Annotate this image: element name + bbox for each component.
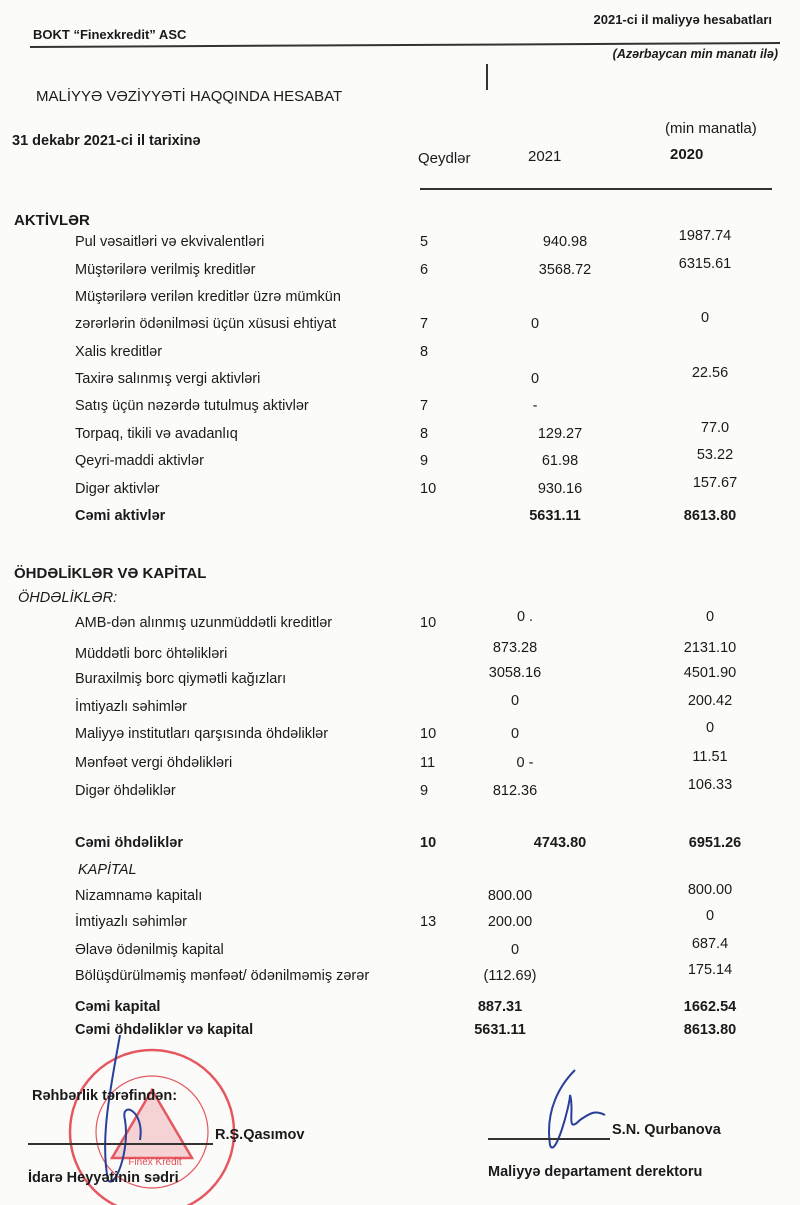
- chairman-signature: [90, 1030, 170, 1190]
- page-title: MALİYYƏ VƏZİYYƏTİ HAQQINDA HESABAT: [36, 88, 343, 105]
- value-2021: 200.00: [487, 914, 533, 930]
- row-note: 10: [420, 481, 437, 497]
- row-note: 10: [420, 835, 437, 851]
- value-2020: 687.4: [691, 936, 729, 952]
- report-set-title: 2021-ci il maliyyə hesabatları: [593, 12, 772, 27]
- value-2021: 61.98: [541, 453, 579, 469]
- row-label: AMB-dən alınmış uzunmüddətli kreditlər: [75, 615, 333, 631]
- value-2021: 940.98: [542, 234, 588, 250]
- row-label: Bölüşdürülməmiş mənfəət/ ödənilməmiş zərər: [75, 968, 370, 984]
- value-2021: 5631.11: [529, 508, 581, 524]
- value-2020: 0: [705, 720, 715, 736]
- value-2021: 3058.16: [488, 665, 542, 681]
- row-label: Cəmi aktivlər: [75, 508, 166, 524]
- row-label: zərərlərin ödənilməsi üçün xüsusi ehtiyat: [75, 316, 337, 332]
- value-2021: 800.00: [487, 888, 533, 904]
- row-label: Digər aktivlər: [75, 481, 160, 497]
- row-label: Taxirə salınmış vergi aktivləri: [75, 371, 261, 387]
- row-label: Əlavə ödənilmiş kapital: [75, 942, 224, 958]
- row-note: 6: [420, 262, 429, 278]
- finance-director-title: Maliyyə departament derektoru: [488, 1164, 703, 1180]
- row-label: İmtiyazlı səhimlər: [75, 914, 187, 930]
- value-2021: 873.28: [492, 640, 538, 656]
- value-2020: 8613.80: [683, 1022, 737, 1038]
- row-label: Xalis kreditlər: [75, 344, 163, 360]
- value-2020: 8613.80: [683, 508, 737, 524]
- row-note: 8: [420, 344, 429, 360]
- value-2021: 4743.80: [533, 835, 587, 851]
- value-2020: 1662.54: [683, 999, 737, 1015]
- row-label: Mənfəət vergi öhdəlikləri: [75, 755, 233, 771]
- value-2020: 800.00: [687, 882, 733, 898]
- row-label: Qeyri-maddi aktivlər: [75, 453, 204, 469]
- row-label: Satış üçün nəzərdə tutulmuş aktivlər: [75, 398, 309, 414]
- value-2020: 2131.10: [683, 640, 737, 656]
- company-name: BOKT “Finexkredit” ASC: [33, 27, 187, 42]
- value-2020: 11.51: [692, 749, 728, 765]
- chairman-title: İdarə Heyyətinin sədri: [28, 1170, 179, 1186]
- date-line: 31 dekabr 2021-ci il tarixinə: [12, 133, 201, 149]
- value-2021: 3568.72: [538, 262, 592, 278]
- value-2021: (112.69): [483, 968, 537, 984]
- value-2021: 0: [510, 942, 520, 958]
- row-label: Cəmi öhdəliklər: [75, 835, 183, 851]
- finance-director-signature: [525, 1065, 615, 1155]
- row-label: ÖHDƏLİKLƏR VƏ KAPİTAL: [14, 565, 207, 582]
- row-label: Cəmi kapital: [75, 999, 161, 1015]
- value-2021: 0: [530, 316, 540, 332]
- row-note: 10: [420, 726, 437, 742]
- column-header-2020: 2020: [670, 146, 704, 163]
- value-2021: 812.36: [492, 783, 538, 799]
- row-label: Müştərilərə verilmiş kreditlər: [75, 262, 256, 278]
- value-2020: 22.56: [691, 365, 729, 381]
- row-note: 9: [420, 783, 429, 799]
- currency-note: (Azərbaycan min manatı ilə): [612, 47, 778, 61]
- value-2021: -: [532, 398, 538, 414]
- value-2020: 175.14: [687, 962, 733, 978]
- value-2021: 0: [530, 371, 540, 387]
- pen-mark: [486, 64, 488, 90]
- row-note: 5: [420, 234, 429, 250]
- finance-director-name: S.N. Qurbanova: [612, 1122, 721, 1138]
- row-label: Müddətli borc öhtəlikləri: [75, 646, 228, 662]
- value-2021: 0: [510, 726, 520, 742]
- value-2020: 53.22: [696, 447, 734, 463]
- value-2020: 6951.26: [688, 835, 742, 851]
- row-label: Maliyyə institutları qarşısında öhdəliklər: [75, 726, 329, 742]
- chairman-signature-line: [28, 1143, 213, 1145]
- value-2020: 4501.90: [683, 665, 737, 681]
- row-label: Buraxilmiş borc qiymətli kağızları: [75, 671, 287, 687]
- value-2021: 5631.11: [474, 1022, 526, 1038]
- value-2021: 930.16: [537, 481, 583, 497]
- row-label: İmtiyazlı səhimlər: [75, 699, 187, 715]
- value-2020: 200.42: [687, 693, 733, 709]
- value-2021: 129.27: [537, 426, 583, 442]
- chairman-name: R.Ş.Qasımov: [215, 1127, 305, 1143]
- value-2020: 6315.61: [678, 256, 732, 272]
- row-note: 8: [420, 426, 429, 442]
- svg-text:Finex Kredit: Finex Kredit: [128, 1157, 182, 1168]
- finance-signature-line: [488, 1138, 610, 1140]
- column-header-notes: Qeydlər: [418, 150, 471, 167]
- value-2020: 157.67: [692, 475, 738, 491]
- column-header-2021: 2021: [528, 148, 562, 165]
- row-label: AKTİVLƏR: [14, 212, 90, 229]
- row-label: Pul vəsaitləri və ekvivalentləri: [75, 234, 265, 250]
- row-label: Nizamnamə kapitalı: [75, 888, 203, 904]
- value-2020: 0: [705, 609, 715, 625]
- row-note: 13: [420, 914, 437, 930]
- row-note: 7: [420, 316, 429, 332]
- row-note: 10: [420, 615, 437, 631]
- row-label: Torpaq, tikili və avadanlıq: [75, 426, 238, 442]
- value-2021: 0: [510, 693, 520, 709]
- value-2020: 77.0: [700, 420, 730, 436]
- row-label: ÖHDƏLİKLƏR:: [18, 590, 118, 606]
- row-label: KAPİTAL: [78, 862, 137, 878]
- value-2021: 0 .: [516, 609, 534, 625]
- value-2020: 0: [705, 908, 715, 924]
- column-header-rule: [420, 188, 772, 190]
- management-label: Rəhbərlik tərəfindən:: [32, 1088, 178, 1104]
- row-note: 7: [420, 398, 429, 414]
- value-2021: 0 -: [516, 755, 534, 771]
- row-label: Müştərilərə verilən kreditlər üzrə mümkün: [75, 289, 341, 305]
- value-2021: 887.31: [477, 999, 523, 1015]
- row-note: 9: [420, 453, 429, 469]
- units-label: (min manatla): [665, 120, 757, 137]
- value-2020: 1987.74: [678, 228, 732, 244]
- value-2020: 106.33: [687, 777, 733, 793]
- row-label: Digər öhdəliklər: [75, 783, 176, 799]
- row-label: Cəmi öhdəliklər və kapital: [75, 1022, 254, 1038]
- value-2020: 0: [700, 310, 710, 326]
- row-note: 11: [420, 755, 436, 771]
